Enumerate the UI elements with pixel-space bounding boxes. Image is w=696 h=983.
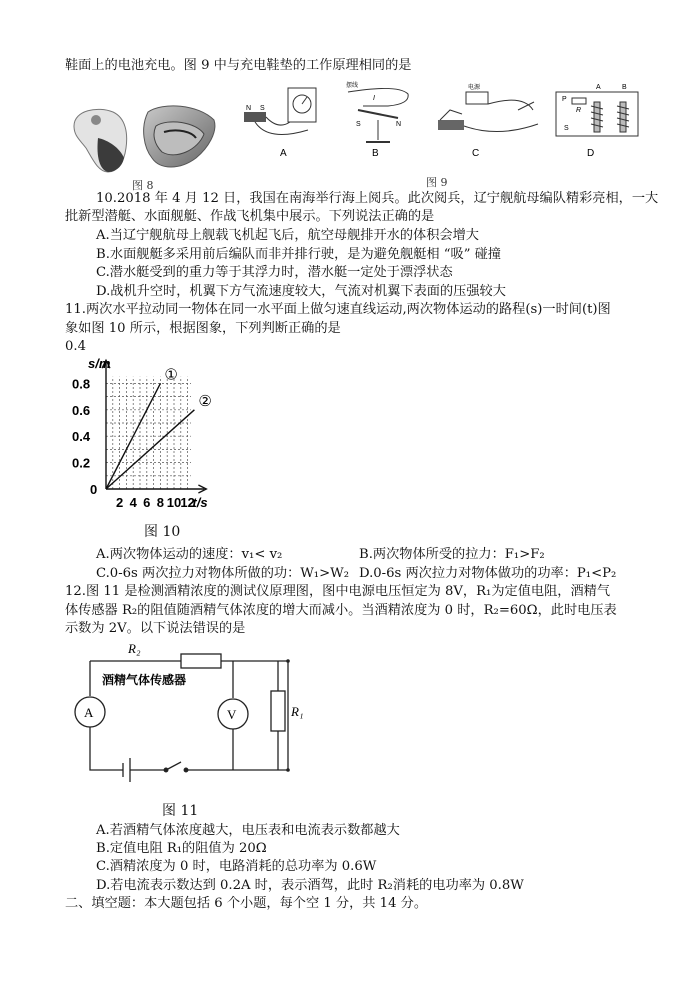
q9-intro: 鞋面上的电池充电。图 9 中与充电鞋垫的工作原理相同的是 xyxy=(65,58,412,73)
svg-text:A: A xyxy=(280,148,287,159)
fig9-option-a-diagram xyxy=(244,88,316,159)
q11-stray-text: 0.4 xyxy=(65,339,86,354)
fig8-caption: 图 8 xyxy=(132,179,154,192)
fig9-caption: 图 9 xyxy=(426,176,448,189)
fig11-circuit-diagram xyxy=(68,636,318,806)
q12-option-a: A.若酒精气体浓度越大，电压表和电流表示数都越大 xyxy=(96,823,400,838)
chart-axes xyxy=(88,356,208,510)
svg-text:B: B xyxy=(372,148,379,159)
svg-text:酒精气体传感器: 酒精气体传感器 xyxy=(102,673,187,687)
series-label-2: ② xyxy=(198,392,212,410)
x-axis-label: t/s xyxy=(192,495,208,510)
x-tick-label: 2 xyxy=(115,495,124,510)
svg-text:A: A xyxy=(596,84,601,91)
q11-option-a: A.两次物体运动的速度：v₁< v₂ xyxy=(96,547,283,562)
fig9-option-b-diagram xyxy=(346,81,408,159)
section2-title: 二、填空题：本大题包括 6 个小题，每个空 1 分，共 14 分。 xyxy=(65,896,428,911)
chart-series xyxy=(106,366,212,489)
svg-text:电源: 电源 xyxy=(468,85,481,91)
fig8-insole-image xyxy=(68,98,220,176)
q12-option-d: D.若电流表示数达到 0.2A 时，表示酒驾，此时 R₂消耗的电功率为 0.8W xyxy=(96,878,524,893)
x-tick-label: 8 xyxy=(156,495,165,510)
svg-text:S: S xyxy=(260,105,265,112)
chart-grid xyxy=(106,377,191,489)
x-tick-label: 4 xyxy=(129,495,137,510)
q10-option-c: C.潜水艇受到的重力等于其浮力时，潜水艇一定处于漂浮状态 xyxy=(96,265,453,280)
svg-text:摆线: 摆线 xyxy=(346,83,359,89)
q12-stem-line1: 12.图 11 是检测酒精浓度的测试仪原理图，图中电源电压恒定为 8V，R₁为定值电阻，酒精气 xyxy=(65,584,611,599)
svg-text:R: R xyxy=(576,107,582,114)
r2-resistor xyxy=(181,654,221,668)
y-tick-label: 0.6 xyxy=(72,402,91,418)
q12-stem-line3: 示数为 2V。以下说法错误的是 xyxy=(65,621,246,636)
fig10-caption: 图 10 xyxy=(144,524,181,540)
fig9-apparatus-diagrams xyxy=(238,80,648,162)
battery-symbol xyxy=(123,758,130,782)
q10-option-d: D.战机升空时，机翼下方气流速度较大，气流对机翼下表面的压强较大 xyxy=(96,284,506,299)
q10-stem-line2: 批新型潜艇、水面舰艇、作战飞机集中展示。下列说法正确的是 xyxy=(65,209,435,224)
svg-text:N: N xyxy=(246,105,252,112)
q11-stem-line2: 象如图 10 所示，根据图象，下列判断正确的是 xyxy=(65,321,341,336)
y-tick-label: 0.2 xyxy=(72,455,91,471)
origin-label: 0 xyxy=(90,482,98,497)
series-label-1: ① xyxy=(164,366,178,384)
q10-option-a: A.当辽宁舰航母上舰载飞机起飞后，航空母舰排开水的体积会增大 xyxy=(96,228,479,243)
q11-option-c: C.0-6s 两次拉力对物体所做的功：W₁>W₂ xyxy=(96,566,349,581)
svg-text:R₂: R₂ xyxy=(128,641,141,656)
x-tick-label: 12 xyxy=(180,495,195,510)
q10-stem-line1: 10.2018 年 4 月 12 日，我国在南海举行海上阅兵。此次阅兵，辽宁舰航母编队精彩亮相，一大 xyxy=(96,191,659,206)
svg-text:P: P xyxy=(562,96,567,103)
fig9-option-d-diagram xyxy=(556,84,638,159)
q12-option-c: C.酒精浓度为 0 时，电路消耗的总功率为 0.6W xyxy=(96,859,377,874)
svg-text:D: D xyxy=(587,148,595,159)
svg-text:N: N xyxy=(396,121,402,128)
x-tick-label: 10 xyxy=(166,495,182,510)
y-axis-label: s/m xyxy=(88,356,111,372)
q12-option-b: B.定值电阻 R₁的阻值为 20Ω xyxy=(96,841,267,856)
svg-text:S: S xyxy=(564,125,569,132)
fig11-caption: 图 11 xyxy=(162,803,199,819)
x-tick-label: 6 xyxy=(143,495,151,510)
y-tick-label: 0.4 xyxy=(72,429,91,445)
svg-text:B: B xyxy=(622,84,627,91)
fig10-distance-time-chart xyxy=(66,350,266,510)
svg-text:I: I xyxy=(373,95,375,102)
q12-stem-line2: 体传感器 R₂的阻值随酒精气体浓度的增大而减小。当酒精浓度为 0 时，R₂=60Ω，此时电压表 xyxy=(65,603,617,618)
q10-option-b: B.水面舰艇多采用前后编队而非并排行驶，是为避免舰艇相 “吸” 碰撞 xyxy=(96,247,501,262)
svg-text:C: C xyxy=(472,148,480,159)
q11-option-b: B.两次物体所受的拉力：F₁>F₂ xyxy=(359,547,545,562)
fig9-option-c-diagram xyxy=(438,83,538,159)
svg-text:V: V xyxy=(227,707,237,722)
r1-resistor xyxy=(271,691,285,731)
svg-text:A: A xyxy=(84,705,94,720)
svg-text:R₁: R₁ xyxy=(291,704,304,719)
switch-symbol xyxy=(166,762,181,770)
y-tick-label: 0.8 xyxy=(72,376,91,392)
q11-option-d: D.0-6s 两次拉力对物体做功的功率：P₁<P₂ xyxy=(359,566,617,581)
q11-stem-line1: 11.两次水平拉动同一物体在同一水平面上做匀速直线运动,两次物体运动的路程(s)一时间(t)图 xyxy=(65,302,611,317)
svg-text:S: S xyxy=(356,121,361,128)
